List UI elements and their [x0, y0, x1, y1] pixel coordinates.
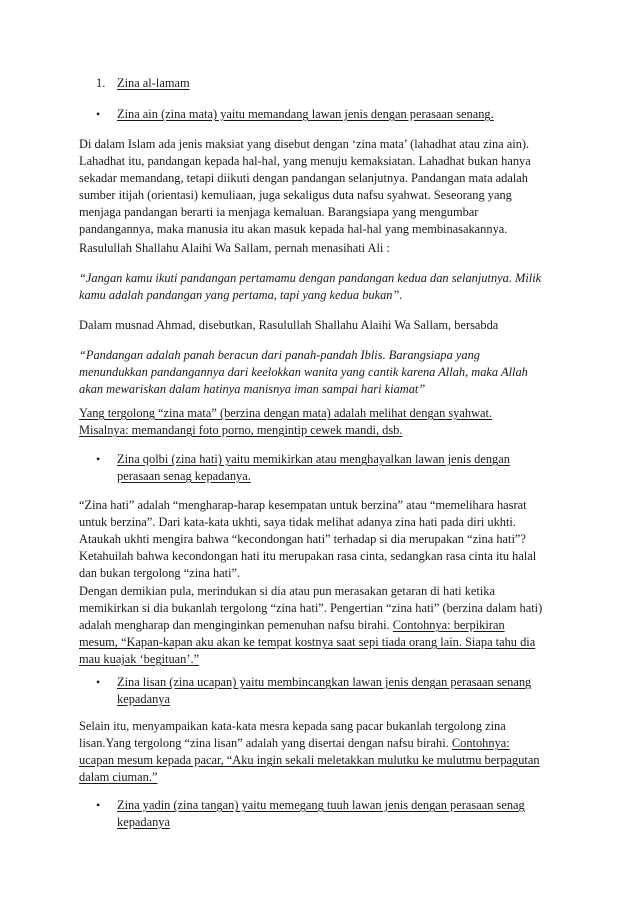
quote-hadith-1 — [79, 270, 541, 304]
text-line: Di dalam Islam ada jenis maksiat yang disebut dengan ‘zina mata’ (lahadhat atau zina ain). — [79, 137, 530, 151]
bullet-text: Zina yadin (zina tangan) yaitu memegang tuuh lawan jenis dengan perasaan senag — [117, 798, 525, 812]
text-line: pandangannya, maka manusia itu akan masuk kepada hal-hal yang membinasakannya. — [79, 222, 508, 236]
quote-line: akan mewariskan dalam hatinya manisnya iman sampai hari kiamat” — [79, 382, 426, 396]
text-line: sumber itijah (orientasi) kemuliaan, juga sekaligus duta nafsu syahwat. Seseorang yang — [79, 188, 512, 202]
paragraph-nasihat — [79, 240, 390, 257]
text-line: dan bukan tergolong “zina hati”. — [79, 566, 241, 580]
text-segment: Contohnya: berpikiran — [392, 618, 505, 632]
bullet-icon: • — [96, 452, 101, 466]
text-line: Rasulullah Shallahu Alaihi Wa Sallam, pernah menasihati Ali : — [79, 241, 390, 255]
bullet-text: perasaan senag kepadanya. — [117, 469, 251, 483]
paragraph-lahadhat — [79, 136, 531, 238]
paragraph-musnad — [79, 317, 498, 334]
quote-line: “Pandangan adalah panah beracun dari panah-pandah Iblis. Barangsiapa yang — [79, 348, 480, 362]
text-line: Dalam musnad Ahmad, disebutkan, Rasulullah Shallahu Alaihi Wa Sallam, bersabda — [79, 318, 499, 332]
text-line: menjaga pandangan berarti ia menjaga kemaluan. Barangsiapa yang mengumbar — [79, 205, 479, 219]
text-line: Yang tergolong “zina mata” (berzina dengan mata) adalah melihat dengan syahwat. — [79, 406, 493, 420]
bullet-icon: • — [96, 798, 101, 812]
bullet-item-zina-yadin — [117, 797, 525, 831]
text-segment: lisan.Yang tergolong “zina lisan” adalah yang disertai dengan nafsu birahi. — [79, 736, 452, 750]
text-line: Ketahuilah bahwa kecondongan hati itu merupakan rasa cinta, sedangkan rasa cinta itu halal — [79, 549, 537, 563]
text-line: “Zina hati” adalah “mengharap-harap kesempatan untuk berzina” atau “memelihara hasrat — [79, 498, 527, 512]
bullet-text: Zina ain (zina mata) yaitu memandang lawan jenis dengan perasaan senang. — [117, 107, 494, 121]
text-line: Ataukah ukhti mengira bahwa “kecondongan hati” terhadap si dia merupakan “zina hati”? — [79, 532, 526, 546]
list-number: 1. — [96, 76, 106, 90]
bullet-icon: • — [96, 675, 101, 689]
bullet-item-zina-lisan — [117, 674, 531, 708]
quote-line: menundukkan pandangannya dari keelokkan wanita yang cantik karena Allah, maka Allah — [79, 365, 528, 379]
text-line: Dengan demikian pula, merindukan si dia atau pun merasakan getaran di hati ketika — [79, 584, 495, 598]
paragraph-pengertian — [79, 583, 542, 668]
text-line: sekadar memandang, tetapi diikuti dengan pandangan selanjutnya. Pandangan mata adalah — [79, 171, 529, 185]
paragraph-zina-lisan — [79, 718, 540, 786]
paragraph-zina-hati — [79, 497, 536, 582]
paragraph-zina-mata — [79, 405, 492, 439]
text-line: mau kuajak ‘begituan’.” — [79, 652, 200, 666]
text-line: Lahadhat itu, pandangan kepada hal-hal, yang menuju kemaksiatan. Lahadhat bukan hanya — [79, 154, 531, 168]
quote-hadith-2 — [79, 347, 528, 398]
bullet-text: Zina qolbi (zina hati) yaitu memikirkan atau menghayalkan lawan jenis dengan — [117, 452, 510, 466]
text-line: Selain itu, menyampaikan kata-kata mesra kepada sang pacar bukanlah tergolong zina — [79, 719, 506, 733]
bullet-text: kepadanya — [117, 815, 170, 829]
text-segment: Contohnya: — [451, 736, 510, 750]
quote-line: kamu adalah pandangan yang pertama, tapi yang kedua bukan”. — [79, 288, 403, 302]
text-line: ucapan mesum kepada pacar, “Aku ingin sekali meletakkan mulutku ke mulutmu berpagutan — [79, 753, 540, 767]
text-line — [79, 617, 542, 634]
text-line: dalam ciuman.” — [79, 770, 158, 784]
bullet-item-zina-ain — [117, 106, 494, 123]
text-line: untuk berzina”. Dari kata-kata ukhti, saya tidak melihat adanya zina hati pada diri ukhti. — [79, 515, 516, 529]
text-line — [79, 735, 540, 752]
section-heading: Zina al-lamam — [117, 76, 190, 90]
bullet-text: kepadanya — [117, 692, 170, 706]
text-segment: adalah mengharap dan menginginkan pemenuhan nafsu birahi. — [79, 618, 393, 632]
text-line: Misalnya: memandangi foto porno, mengintip cewek mandi, dsb. — [79, 423, 403, 437]
bullet-icon: • — [96, 107, 101, 121]
bullet-text: Zina lisan (zina ucapan) yaitu membincangkan lawan jenis dengan perasaan senang — [117, 675, 532, 689]
bullet-item-zina-qolbi — [117, 451, 510, 485]
quote-line: “Jangan kamu ikuti pandangan pertamamu dengan pandangan kedua dan selanjutnya. Milik — [79, 271, 542, 285]
text-line: memikirkan si dia bukanlah tergolong “zina hati”. Pengertian “zina hati” (berzina dalam hati) — [79, 601, 543, 615]
text-line: mesum, “Kapan-kapan aku akan ke tempat kostnya saat sepi tiada orang lain. Siapa tahu dia — [79, 635, 536, 649]
